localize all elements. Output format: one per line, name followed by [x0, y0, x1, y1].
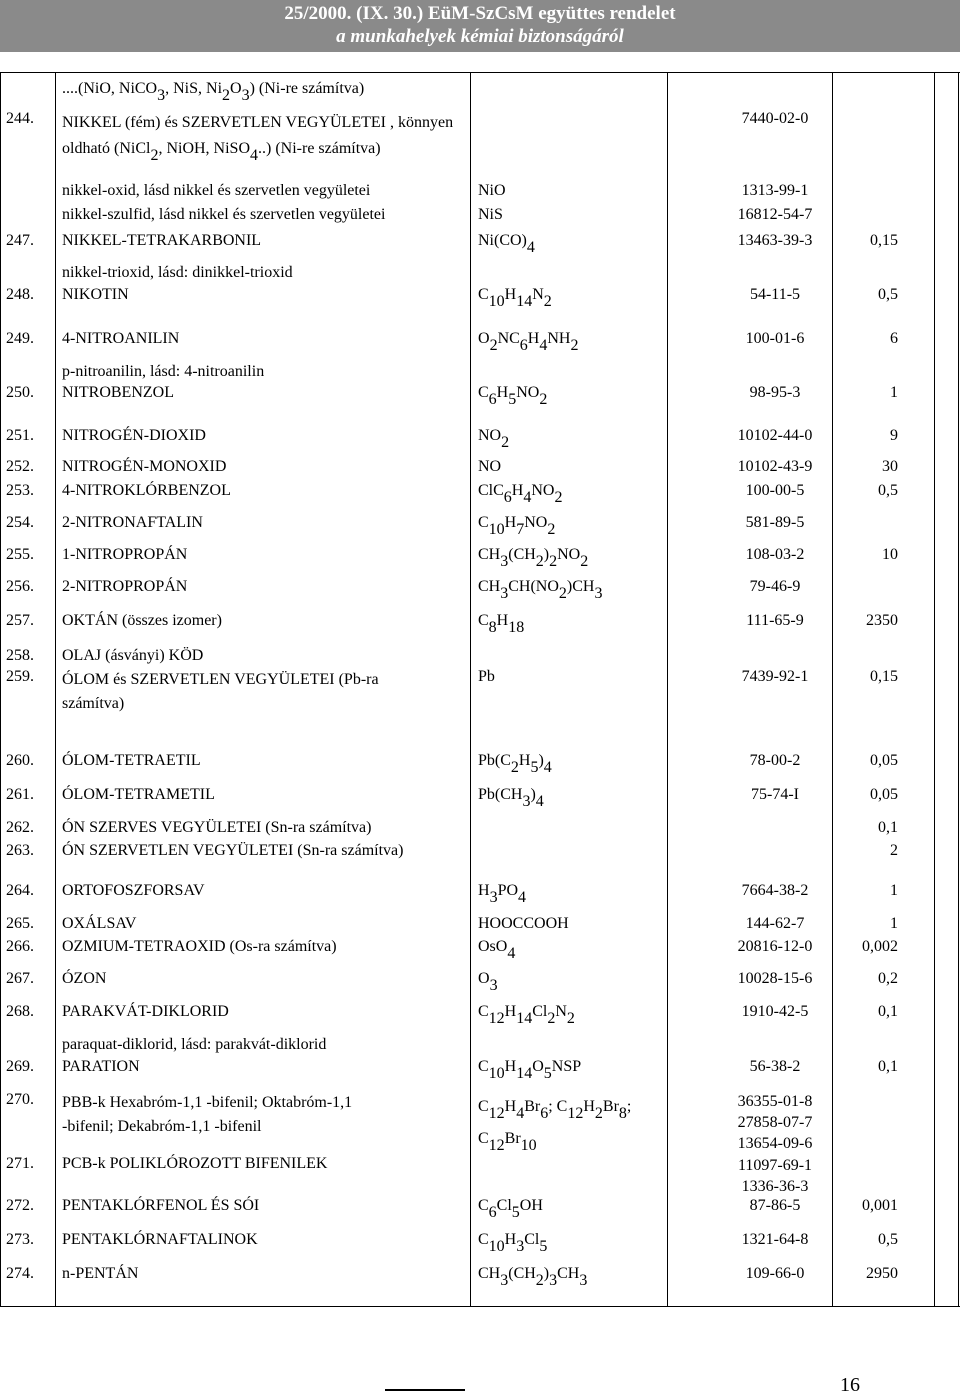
chemical-formula: C12H14Cl2N2 [478, 1003, 575, 1027]
chemical-formula: NO2 [478, 427, 510, 451]
row-number: 259. [6, 668, 34, 685]
cas-number: 100-00-5 [745, 482, 805, 499]
chemical-formula: CH3CH(NO2)CH3 [478, 578, 603, 602]
substance-name: ÓZON [62, 970, 107, 987]
cas-number: 1321-64-8 [741, 1231, 809, 1248]
limit-value: 10 [882, 546, 898, 563]
row-number: 251. [6, 427, 34, 444]
row-number: 254. [6, 514, 34, 531]
limit-value: 1 [890, 915, 898, 932]
cas-number: 11097-69-1 1336-36-3 [737, 1157, 813, 1195]
row-number: 261. [6, 786, 34, 803]
chemical-formula: Ni(CO)4 [478, 232, 535, 256]
cas-number: 56-38-2 [749, 1058, 801, 1075]
row-number: 248. [6, 286, 34, 303]
chemical-formula: HOOCCOOH [478, 915, 569, 932]
substance-name: OZMIUM-TETRAOXID (Os-ra számítva) [62, 938, 337, 955]
row-number: 250. [6, 384, 34, 401]
chemical-formula: C8H18 [478, 612, 525, 636]
chemical-formula: C6Cl5OH [478, 1197, 543, 1221]
cas-number: 1910-42-5 [741, 1003, 809, 1020]
row-number: 249. [6, 330, 34, 347]
limit-value: 9 [890, 427, 898, 444]
header-subtitle: a munkahelyek kémiai biztonságáról [336, 26, 624, 47]
header-title: 25/2000. (IX. 30.) EüM-SzCsM együttes rendelet [284, 3, 676, 24]
cas-number: 75-74-I [751, 786, 799, 803]
row-number: 270. [6, 1091, 34, 1108]
chemical-formula: C10H3Cl5 [478, 1231, 548, 1255]
row-number: 255. [6, 546, 34, 563]
row-number: 266. [6, 938, 34, 955]
cas-number: 100-01-6 [745, 330, 805, 347]
limit-value: 0,5 [878, 286, 898, 303]
chemical-formula: H3PO4 [478, 882, 527, 906]
substance-name: NITROGÉN-DIOXID [62, 427, 206, 444]
chemical-formula: Pb [478, 668, 495, 685]
substance-name: 2-NITROPROPÁN [62, 578, 188, 595]
limit-value: 0,2 [878, 970, 898, 987]
substance-name: PCB-k POLIKLÓROZOTT BIFENILEK [62, 1155, 328, 1172]
substance-name: NIKKEL-TETRAKARBONIL [62, 232, 262, 249]
substance-name: paraquat-diklorid, lásd: parakvát-diklorid [62, 1036, 327, 1053]
substance-name: 2-NITRONAFTALIN [62, 514, 203, 531]
row-number: 257. [6, 612, 34, 629]
row-number: 258. [6, 647, 34, 664]
chemical-formula: OsO4 [478, 938, 516, 962]
page-number: 16 [840, 1374, 860, 1396]
substance-name: OLAJ (ásványi) KÖD [62, 647, 204, 664]
substance-name: n-PENTÁN [62, 1265, 139, 1282]
chemical-formula: Pb(CH3)4 [478, 786, 544, 810]
row-number: 267. [6, 970, 34, 987]
limit-value: 0,15 [870, 232, 898, 249]
cas-number: 111-65-9 [746, 612, 804, 629]
substance-name: PENTAKLÓRNAFTALINOK [62, 1231, 258, 1248]
row-number: 269. [6, 1058, 34, 1075]
substance-name: NITROGÉN-MONOXID [62, 458, 227, 475]
substance-name: ÓLOM-TETRAETIL [62, 752, 201, 769]
substance-name: OKTÁN (összes izomer) [62, 612, 222, 629]
row-number: 244. [6, 110, 34, 127]
limit-value: 0,1 [878, 1058, 898, 1075]
page-header [0, 0, 960, 52]
cas-number: 7440-02-0 [741, 110, 809, 127]
cas-number: 78-00-2 [749, 752, 801, 769]
limit-value: 2350 [866, 612, 898, 629]
row-number: 274. [6, 1265, 34, 1282]
substance-name: ....(NiO, NiCO3, NiS, Ni2O3) (Ni-re számítva) [62, 80, 365, 104]
substance-name: nikkel-oxid, lásd nikkel és szervetlen vegyületei [62, 182, 371, 199]
limit-value: 0,001 [862, 1197, 898, 1214]
substance-name: ÓLOM és SZERVETLEN VEGYÜLETEI (Pb-ra számítva) [62, 671, 379, 712]
substance-name: p-nitroanilin, lásd: 4-nitroanilin [62, 363, 265, 380]
substance-name: 1-NITROPROPÁN [62, 546, 188, 563]
footer-rule [385, 1389, 465, 1391]
limit-value: 0,1 [878, 819, 898, 836]
cas-number: 7664-38-2 [741, 882, 809, 899]
limit-value: 0,15 [870, 668, 898, 685]
substance-name: ORTOFOSZFORSAV [62, 882, 205, 899]
substance-name: 4-NITROKLÓRBENZOL [62, 482, 231, 499]
limit-value: 0,5 [878, 1231, 898, 1248]
cas-number: 7439-92-1 [741, 668, 809, 685]
substance-name: PARATION [62, 1058, 140, 1075]
substance-name: OXÁLSAV [62, 915, 137, 932]
cas-number: 1313-99-1 [741, 182, 809, 199]
cas-number: 79-46-9 [749, 578, 801, 595]
limit-value: 2950 [866, 1265, 898, 1282]
row-number: 264. [6, 882, 34, 899]
chemical-formula: CH3(CH2)2NO2 [478, 546, 589, 570]
substance-name: PENTAKLÓRFENOL ÉS SÓI [62, 1197, 260, 1214]
row-number: 273. [6, 1231, 34, 1248]
cas-number: 108-03-2 [745, 546, 805, 563]
substance-name: NITROBENZOL [62, 384, 174, 401]
substance-name: ÓN SZERVES VEGYÜLETEI (Sn-ra számítva) [62, 819, 372, 836]
cas-number: 36355-01-8 27858-07-7 13654-09-6 [737, 1093, 813, 1152]
substance-name: NIKKEL (fém) és SZERVETLEN VEGYÜLETEI , könnyen oldható (NiCl2, NiOH, NiSO4..) (Ni-re számítva) [62, 114, 454, 164]
row-number: 272. [6, 1197, 34, 1214]
cas-number: 10028-15-6 [737, 970, 813, 987]
chemical-formula: O2NC6H4NH2 [478, 330, 579, 354]
row-number: 265. [6, 915, 34, 932]
cas-number: 581-89-5 [745, 514, 805, 531]
cas-number: 10102-44-0 [737, 427, 813, 444]
substance-name: NIKOTIN [62, 286, 129, 303]
chemical-formula: C10H14N2 [478, 286, 552, 310]
row-number: 247. [6, 232, 34, 249]
limit-value: 0,1 [878, 1003, 898, 1020]
chemical-formula: O3 [478, 970, 498, 994]
substance-name: ÓN SZERVETLEN VEGYÜLETEI (Sn-ra számítva) [62, 842, 404, 859]
substance-name: nikkel-trioxid, lásd: dinikkel-trioxid [62, 264, 293, 281]
cas-number: 13463-39-3 [737, 232, 813, 249]
substance-name: PBB-k Hexabróm-1,1 -bifenil; Oktabróm-1,1 -bifenil; Dekabróm-1,1 -bifenil [62, 1094, 353, 1135]
chemical-formula: C10H14O5NSP [478, 1058, 582, 1082]
cas-number: 87-86-5 [749, 1197, 801, 1214]
row-number: 271. [6, 1155, 34, 1172]
chemical-formula: C12H4Br6; C12H2Br8; C12Br10 [478, 1098, 632, 1154]
chemical-formula: NiS [478, 206, 503, 223]
row-number: 253. [6, 482, 34, 499]
chemical-formula: NiO [478, 182, 506, 199]
chemical-formula: ClC6H4NO2 [478, 482, 563, 506]
row-number: 252. [6, 458, 34, 475]
chemical-formula: C10H7NO2 [478, 514, 556, 538]
limit-value: 0,002 [862, 938, 898, 955]
cas-number: 20816-12-0 [737, 938, 813, 955]
limit-value: 2 [890, 842, 898, 859]
limit-value: 0,5 [878, 482, 898, 499]
limit-value: 6 [890, 330, 898, 347]
row-number: 262. [6, 819, 34, 836]
cas-number: 98-95-3 [749, 384, 801, 401]
row-number: 263. [6, 842, 34, 859]
chemical-formula: Pb(C2H5)4 [478, 752, 552, 776]
limit-value: 30 [882, 458, 898, 475]
limit-value: 0,05 [870, 752, 898, 769]
chemical-formula: NO [478, 458, 502, 475]
row-number: 260. [6, 752, 34, 769]
limit-value: 1 [890, 882, 898, 899]
chemical-formula: C6H5NO2 [478, 384, 548, 408]
substance-name: PARAKVÁT-DIKLORID [62, 1003, 229, 1020]
cas-number: 10102-43-9 [737, 458, 813, 475]
limit-value: 1 [890, 384, 898, 401]
substance-name: 4-NITROANILIN [62, 330, 180, 347]
row-number: 256. [6, 578, 34, 595]
substance-name: nikkel-szulfid, lásd nikkel és szervetlen vegyületei [62, 206, 386, 223]
chemical-formula: CH3(CH2)3CH3 [478, 1265, 588, 1289]
substance-name: ÓLOM-TETRAMETIL [62, 786, 215, 803]
cas-number: 54-11-5 [749, 286, 801, 303]
limit-value: 0,05 [870, 786, 898, 803]
row-number: 268. [6, 1003, 34, 1020]
cas-number: 16812-54-7 [737, 206, 813, 223]
cas-number: 144-62-7 [745, 915, 805, 932]
cas-number: 109-66-0 [745, 1265, 805, 1282]
